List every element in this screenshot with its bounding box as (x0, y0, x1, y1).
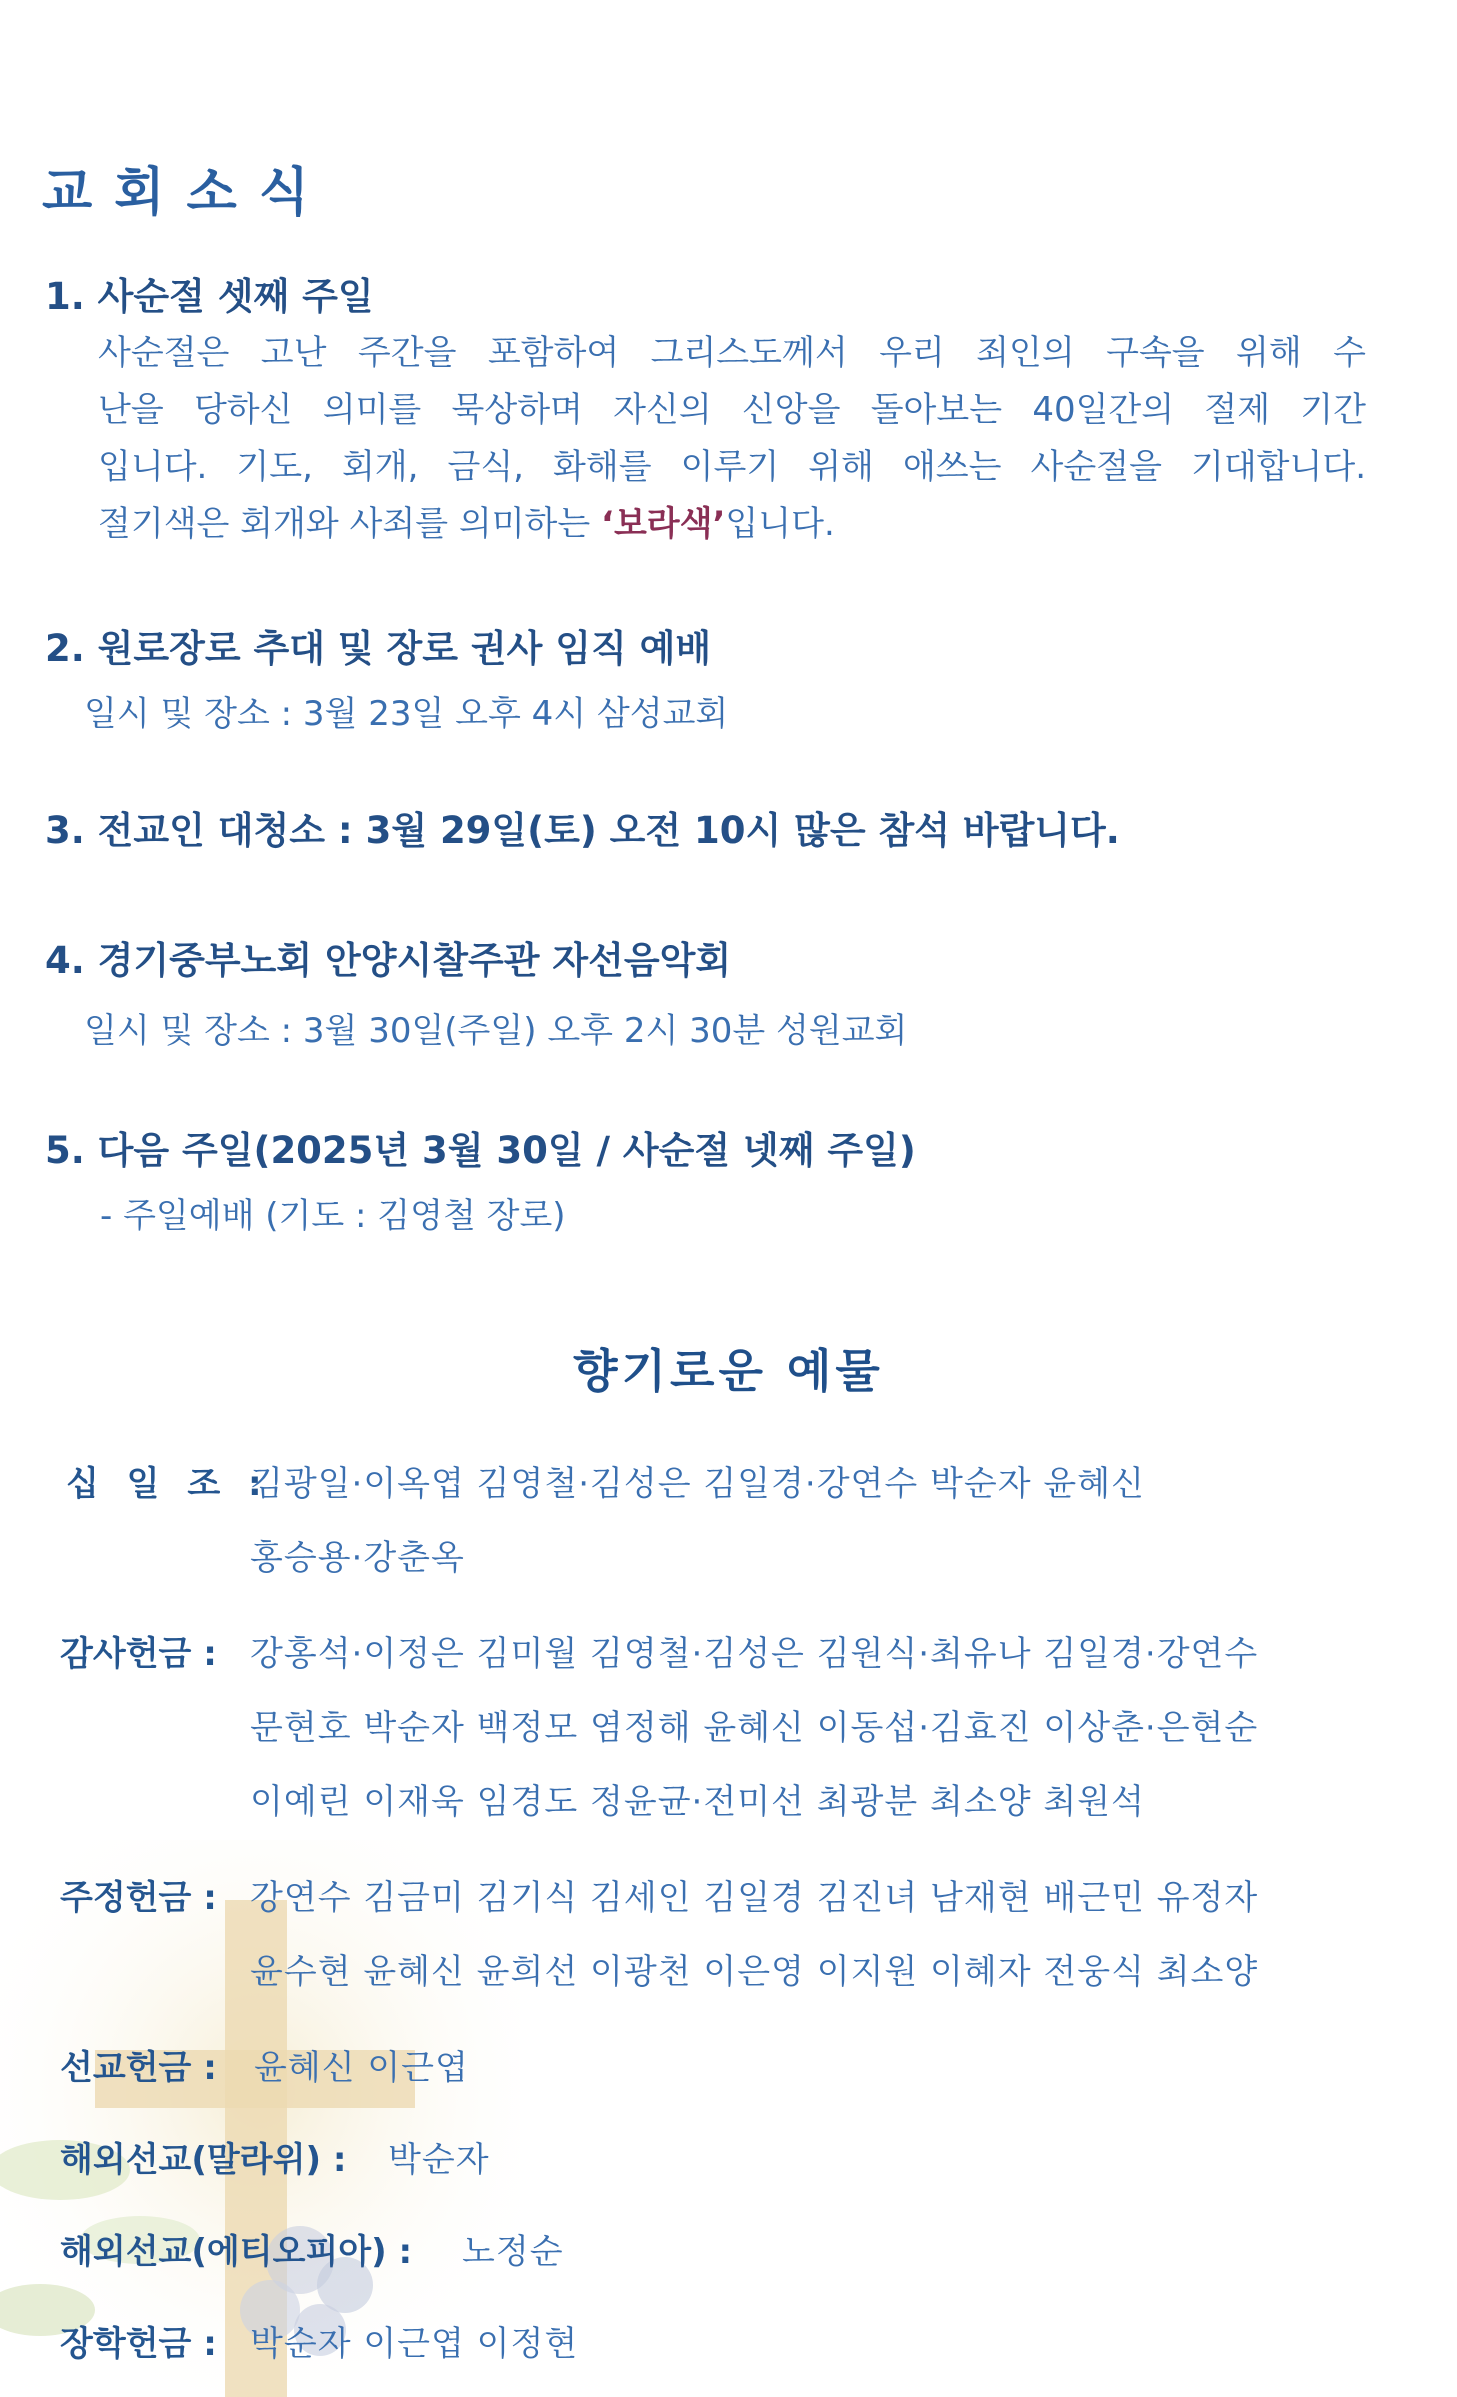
offering-names: 이예린 이재욱 임경도 정윤균·전미선 최광분 최소양 최원석 (250, 1782, 1145, 1822)
offerings-title: 향기로운 예물 (573, 1344, 884, 1398)
paragraph-line: 난을 당하신 의미를 묵상하며 자신의 신앙을 돌아보는 40일간의 절제 기간 (98, 390, 1366, 430)
cross-watermark-image (0, 1840, 520, 2397)
notice-2-heading: 2. 원로장로 추대 및 장로 권사 임직 예배 (45, 627, 712, 670)
liturgical-color-suffix: 입니다. (725, 504, 835, 544)
notice-4-detail: 일시 및 장소 : 3월 30일(주일) 오후 2시 30분 성원교회 (84, 1011, 908, 1051)
offering-label-scholarship: 장학헌금 : (60, 2324, 217, 2364)
paragraph-line: 입니다. 기도, 회개, 금식, 화해를 이루기 위해 애쓰는 사순절을 기대합니다. (98, 447, 1366, 487)
offering-names: 박순자 이근엽 이정현 (250, 2324, 579, 2364)
liturgical-color-text: 절기색은 회개와 사죄를 의미하는 (98, 504, 602, 544)
notice-2-detail: 일시 및 장소 : 3월 23일 오후 4시 삼성교회 (84, 694, 729, 734)
offering-names: 홍승용·강춘옥 (250, 1538, 465, 1578)
offering-label-mission: 선교헌금 : (60, 2048, 217, 2088)
offering-names: 윤혜신 이근엽 (254, 2048, 469, 2088)
paragraph-line: 사순절은 고난 주간을 포함하여 그리스도께서 우리 죄인의 구속을 위해 수 (98, 333, 1366, 373)
notice-5-detail: - 주일예배 (기도 : 김영철 장로) (100, 1196, 566, 1236)
offering-names: 문현호 박순자 백정모 염정해 윤혜신 이동섭·김효진 이상춘·은현순 (250, 1708, 1259, 1748)
offering-names: 노정순 (462, 2232, 564, 2272)
offering-names: 윤수현 윤혜신 윤희선 이광천 이은영 이지원 이혜자 전웅식 최소양 (250, 1952, 1259, 1992)
notice-5-heading: 5. 다음 주일(2025년 3월 30일 / 사순절 넷째 주일) (45, 1129, 916, 1172)
liturgical-color-highlight: ‘보라색’ (601, 504, 726, 544)
offering-names: 강홍석·이정은 김미월 김영철·김성은 김원식·최유나 김일경·강연수 (250, 1634, 1259, 1674)
offering-label-ethiopia: 해외선교(에티오피아) : (60, 2232, 413, 2272)
offering-names: 강연수 김금미 김기식 김세인 김일경 김진녀 남재현 배근민 유정자 (250, 1878, 1259, 1918)
notice-1-heading: 1. 사순절 셋째 주일 (45, 275, 374, 318)
paragraph-line (98, 496, 1366, 553)
page-title: 교회소식 (42, 163, 331, 223)
offering-label-weekly: 주정헌금 : (60, 1878, 217, 1918)
notice-4-heading: 4. 경기중부노회 안양시찰주관 자선음악회 (45, 939, 732, 982)
offering-label-malawi: 해외선교(말라위) : (60, 2140, 347, 2180)
notice-3-heading: 3. 전교인 대청소 : 3월 29일(토) 오전 10시 많은 참석 바랍니다. (45, 809, 1120, 852)
offering-names: 박순자 (388, 2140, 490, 2180)
notice-1-paragraph (98, 325, 1366, 553)
offering-names: 김광일·이옥엽 김영철·김성은 김일경·강연수 박순자 윤혜신 (250, 1464, 1145, 1504)
offering-label-tithe: 십 일 조 : (66, 1464, 270, 1504)
offering-label-thanks: 감사헌금 : (60, 1634, 217, 1674)
